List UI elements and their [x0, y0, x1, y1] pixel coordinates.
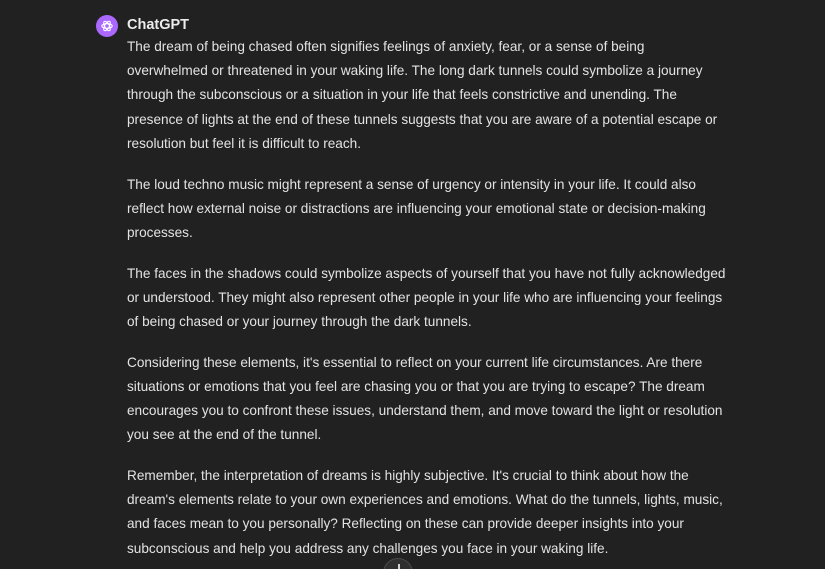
message-paragraph: The faces in the shadows could symbolize aspects of yourself that you have not fully acknowledged or understood. They might also represent other people in your life who are influencing your feelings of being chased or your journey through the dark tunnels. [127, 265, 726, 330]
openai-logo-icon [100, 19, 114, 33]
assistant-avatar [96, 15, 118, 37]
message-paragraph: Considering these elements, it's essential to reflect on your current life circumstances. Are there situations or emotions that you feel are chasing you or that you are trying to escape? The dream encourages you to confront these issues, understand them, and move toward the light or resolution you see at the end of the tunnel. [127, 354, 723, 443]
message-author: ChatGPT [127, 17, 190, 33]
message-body [127, 35, 727, 569]
message-paragraph: The dream of being chased often signifies feelings of anxiety, fear, or a sense of being overwhelmed or threatened in your waking life. The long dark tunnels could symbolize a journey through the subconscious or a situation in your life that feels constrictive and unending. The presence of lights at the end of these tunnels suggests that you are aware of a potential escape or resolution but feel it is difficult to reach. [127, 39, 718, 151]
arrow-down-icon [398, 564, 400, 569]
message-paragraph: Remember, the interpretation of dreams is highly subjective. It's crucial to think about how the dream's elements relate to your own experiences and emotions. What do the tunnels, lights, music, and faces mean to you personally? Reflecting on these can provide deeper insights into your subconscious and help you address any challenges you face in your waking life. [127, 468, 723, 556]
message-paragraph: The loud techno music might represent a sense of urgency or intensity in your life. It could also reflect how external noise or distractions are influencing your emotional state or decision-making processes. [127, 176, 706, 240]
